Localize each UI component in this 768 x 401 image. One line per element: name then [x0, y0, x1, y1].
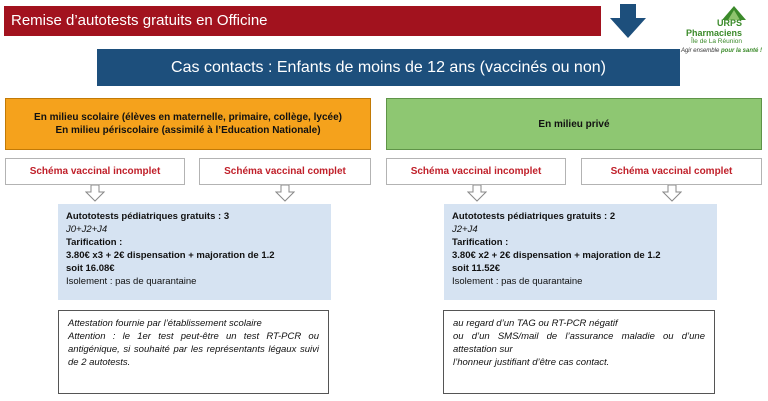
scolaire-info-box: [58, 204, 331, 300]
down-arrow-icon: [610, 4, 646, 38]
prive-tarif-formula: 3.80€ x2 + 2€ dispensation + majoration de 1.2: [452, 250, 661, 261]
category-scolaire-line2: En milieu périscolaire (assimilé à l’Education Nationale): [55, 125, 321, 136]
chevron-down-icon: [662, 185, 682, 202]
chevron-down-icon: [467, 185, 487, 202]
category-scolaire: [5, 98, 371, 150]
logo-line2: Pharmaciens: [685, 28, 742, 38]
scolaire-days: J0+J2+J4: [66, 224, 108, 235]
category-prive: En milieu privé: [386, 98, 762, 150]
logo-tagline-prefix: Agir ensemble: [680, 48, 721, 54]
logo-line3: Île de La Réunion: [691, 38, 742, 45]
prive-note-box: [443, 310, 715, 394]
prive-note-line1: au regard d’un TAG ou RT-PCR négatif: [453, 318, 618, 329]
prive-note-line3: l’honneur justifiant d’être cas contact.: [453, 357, 610, 368]
prive-days: J2+J4: [452, 224, 478, 235]
scolaire-note-line2: Attention : le 1er test peut-être un test RT-PCR ou antigénique, si souhaité par les représentants légaux suivi de 2 autotests.: [68, 331, 319, 368]
prive-info-box: [444, 204, 717, 300]
scolaire-note-box: [58, 310, 329, 394]
scolaire-tarif-total: soit 16.08€: [66, 263, 115, 274]
subtitle-banner: Cas contacts : Enfants de moins de 12 ans (vaccinés ou non): [97, 49, 680, 86]
prive-note-line2: ou d’un SMS/mail de l’assurance maladie ou d’une attestation sur: [453, 331, 705, 355]
schema-scolaire-complet: Schéma vaccinal complet: [199, 158, 371, 185]
prive-tarif-label: Tarification :: [452, 237, 509, 248]
schema-scolaire-incomplet: Schéma vaccinal incomplet: [5, 158, 185, 185]
chevron-down-icon: [85, 185, 105, 202]
prive-autotests: Autototests pédiatriques gratuits : 2: [452, 211, 616, 222]
category-scolaire-line1: En milieu scolaire (élèves en maternelle, primaire, collège, lycée): [34, 112, 342, 123]
schema-prive-complet: Schéma vaccinal complet: [581, 158, 762, 185]
logo-line1: URPS: [716, 18, 742, 28]
urps-logo: [680, 4, 764, 58]
prive-isolement: Isolement : pas de quarantaine: [452, 276, 583, 287]
chevron-down-icon: [275, 185, 295, 202]
schema-prive-incomplet: Schéma vaccinal incomplet: [386, 158, 566, 185]
scolaire-tarif-label: Tarification :: [66, 237, 123, 248]
scolaire-tarif-formula: 3.80€ x3 + 2€ dispensation + majoration de 1.2: [66, 250, 275, 261]
scolaire-isolement: Isolement : pas de quarantaine: [66, 276, 197, 287]
logo-tagline: [681, 48, 762, 54]
scolaire-note-line1: Attestation fournie par l’établissement scolaire: [68, 318, 262, 329]
scolaire-autotests: Autototests pédiatriques gratuits : 3: [66, 211, 230, 222]
prive-tarif-total: soit 11.52€: [452, 263, 501, 274]
logo-tagline-highlight: pour la santé !: [720, 48, 762, 54]
page-title: Remise d’autotests gratuits en Officine: [4, 6, 601, 36]
